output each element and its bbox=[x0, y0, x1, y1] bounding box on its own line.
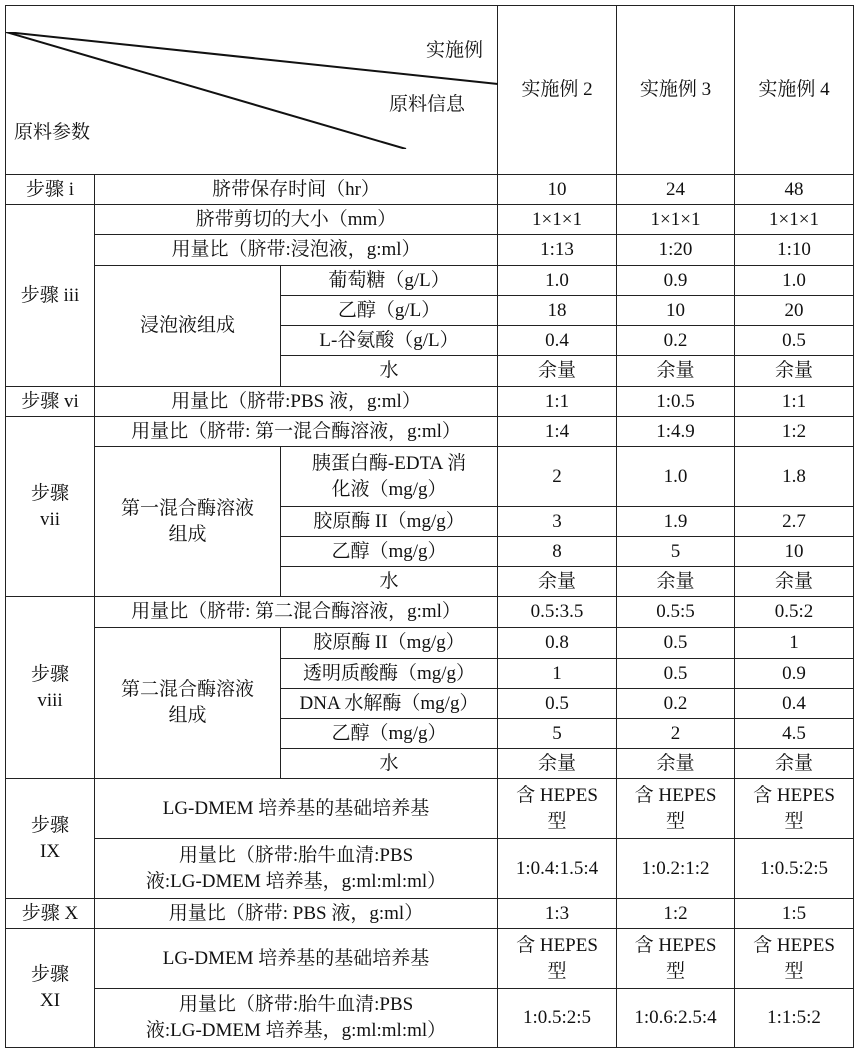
step-label: 步骤 IX bbox=[6, 779, 95, 899]
value-cell: 1:4 bbox=[498, 417, 617, 447]
value-cell: 1:1 bbox=[735, 387, 854, 417]
example-header: 实施例 3 bbox=[617, 6, 735, 175]
value-cell: 0.5 bbox=[735, 326, 854, 356]
param-label: 用量比（脐带:胎牛血清:PBS 液:LG-DMEM 培养基，g:ml:ml:ml） bbox=[95, 989, 498, 1048]
header-example-label: 实施例 bbox=[426, 38, 483, 64]
value-cell: 余量 bbox=[617, 567, 735, 597]
param-label: 用量比（脐带: 第二混合酶溶液，g:ml） bbox=[95, 597, 498, 628]
table-row bbox=[6, 175, 854, 205]
value-cell: 余量 bbox=[617, 749, 735, 779]
value-cell: 余量 bbox=[617, 356, 735, 387]
value-cell: 1:13 bbox=[498, 235, 617, 266]
table-row bbox=[6, 899, 854, 929]
value-cell: 24 bbox=[617, 175, 735, 205]
group-label: 浸泡液组成 bbox=[95, 266, 281, 387]
value-cell: 1:1:5:2 bbox=[735, 989, 854, 1048]
param-label: 乙醇（mg/g） bbox=[281, 719, 498, 749]
example-header: 实施例 2 bbox=[498, 6, 617, 175]
param-label: LG-DMEM 培养基的基础培养基 bbox=[95, 779, 498, 839]
value-cell: 1:5 bbox=[735, 899, 854, 929]
param-label: 用量比（脐带: PBS 液，g:ml） bbox=[95, 899, 498, 929]
table-row bbox=[6, 205, 854, 235]
value-cell: 1:20 bbox=[617, 235, 735, 266]
value-cell: 1×1×1 bbox=[735, 205, 854, 235]
param-label: 脐带剪切的大小（mm） bbox=[95, 205, 498, 235]
value-cell: 10 bbox=[735, 537, 854, 567]
step-label: 步骤 i bbox=[6, 175, 95, 205]
value-cell: 含 HEPES 型 bbox=[617, 929, 735, 989]
value-cell: 0.4 bbox=[735, 689, 854, 719]
value-cell: 0.2 bbox=[617, 326, 735, 356]
value-cell: 2 bbox=[617, 719, 735, 749]
value-cell: 5 bbox=[617, 537, 735, 567]
value-cell: 1.8 bbox=[735, 447, 854, 507]
param-label: 水 bbox=[281, 567, 498, 597]
step-label: 步骤 iii bbox=[6, 205, 95, 387]
value-cell: 0.5 bbox=[617, 628, 735, 659]
value-cell: 0.5 bbox=[617, 659, 735, 689]
param-label: 水 bbox=[281, 356, 498, 387]
value-cell: 余量 bbox=[498, 567, 617, 597]
group-label: 第二混合酶溶液 组成 bbox=[95, 628, 281, 779]
value-cell: 0.9 bbox=[735, 659, 854, 689]
value-cell: 2 bbox=[498, 447, 617, 507]
param-label: 用量比（脐带:PBS 液，g:ml） bbox=[95, 387, 498, 417]
table-row bbox=[6, 989, 854, 1048]
step-label: 步骤 X bbox=[6, 899, 95, 929]
param-label: 胶原酶 II（mg/g） bbox=[281, 628, 498, 659]
diagonal-header-cell bbox=[6, 6, 498, 175]
value-cell: 余量 bbox=[735, 567, 854, 597]
value-cell: 余量 bbox=[498, 749, 617, 779]
param-label: 葡萄糖（g/L） bbox=[281, 266, 498, 296]
header-material-param-label: 原料参数 bbox=[14, 120, 90, 146]
table-row bbox=[6, 417, 854, 447]
value-cell: 1.9 bbox=[617, 507, 735, 537]
value-cell: 0.5 bbox=[498, 689, 617, 719]
table-row bbox=[6, 387, 854, 417]
param-label: 用量比（脐带:胎牛血清:PBS 液:LG-DMEM 培养基，g:ml:ml:ml） bbox=[95, 839, 498, 899]
param-label: 胶原酶 II（mg/g） bbox=[281, 507, 498, 537]
value-cell: 1:0.6:2.5:4 bbox=[617, 989, 735, 1048]
step-label: 步骤 XI bbox=[6, 929, 95, 1048]
param-label: 胰蛋白酶-EDTA 消 化液（mg/g） bbox=[281, 447, 498, 507]
value-cell: 1:10 bbox=[735, 235, 854, 266]
table-row bbox=[6, 779, 854, 839]
value-cell: 4.5 bbox=[735, 719, 854, 749]
value-cell: 0.5:5 bbox=[617, 597, 735, 628]
value-cell: 含 HEPES 型 bbox=[735, 779, 854, 839]
table-row bbox=[6, 597, 854, 628]
value-cell: 1:4.9 bbox=[617, 417, 735, 447]
value-cell: 1 bbox=[498, 659, 617, 689]
table-row bbox=[6, 266, 854, 296]
value-cell: 余量 bbox=[498, 356, 617, 387]
value-cell: 18 bbox=[498, 296, 617, 326]
table-row bbox=[6, 235, 854, 266]
value-cell: 10 bbox=[498, 175, 617, 205]
value-cell: 1:0.4:1.5:4 bbox=[498, 839, 617, 899]
value-cell: 0.2 bbox=[617, 689, 735, 719]
value-cell: 含 HEPES 型 bbox=[498, 929, 617, 989]
table-row bbox=[6, 929, 854, 989]
table-row bbox=[6, 628, 854, 659]
step-label: 步骤 vii bbox=[6, 417, 95, 597]
value-cell: 含 HEPES 型 bbox=[735, 929, 854, 989]
value-cell: 2.7 bbox=[735, 507, 854, 537]
value-cell: 余量 bbox=[735, 356, 854, 387]
value-cell: 8 bbox=[498, 537, 617, 567]
table-row bbox=[6, 447, 854, 507]
value-cell: 1:3 bbox=[498, 899, 617, 929]
value-cell: 1×1×1 bbox=[498, 205, 617, 235]
value-cell: 1:0.5 bbox=[617, 387, 735, 417]
value-cell: 1:2 bbox=[735, 417, 854, 447]
value-cell: 48 bbox=[735, 175, 854, 205]
param-label: 乙醇（mg/g） bbox=[281, 537, 498, 567]
value-cell: 5 bbox=[498, 719, 617, 749]
value-cell: 1.0 bbox=[498, 266, 617, 296]
value-cell: 含 HEPES 型 bbox=[498, 779, 617, 839]
value-cell: 1:1 bbox=[498, 387, 617, 417]
value-cell: 1:2 bbox=[617, 899, 735, 929]
param-label: LG-DMEM 培养基的基础培养基 bbox=[95, 929, 498, 989]
param-label: 脐带保存时间（hr） bbox=[95, 175, 498, 205]
value-cell: 1×1×1 bbox=[617, 205, 735, 235]
param-label: 水 bbox=[281, 749, 498, 779]
value-cell: 1:0.5:2:5 bbox=[735, 839, 854, 899]
value-cell: 0.8 bbox=[498, 628, 617, 659]
param-label: 用量比（脐带:浸泡液，g:ml） bbox=[95, 235, 498, 266]
value-cell: 1.0 bbox=[735, 266, 854, 296]
value-cell: 1:0.2:1:2 bbox=[617, 839, 735, 899]
value-cell: 1 bbox=[735, 628, 854, 659]
header-material-info-label: 原料信息 bbox=[389, 92, 465, 118]
group-label: 第一混合酶溶液 组成 bbox=[95, 447, 281, 597]
value-cell: 10 bbox=[617, 296, 735, 326]
value-cell: 0.5:3.5 bbox=[498, 597, 617, 628]
value-cell: 0.5:2 bbox=[735, 597, 854, 628]
value-cell: 0.4 bbox=[498, 326, 617, 356]
value-cell: 余量 bbox=[735, 749, 854, 779]
param-label: DNA 水解酶（mg/g） bbox=[281, 689, 498, 719]
value-cell: 20 bbox=[735, 296, 854, 326]
param-label: 用量比（脐带: 第一混合酶溶液，g:ml） bbox=[95, 417, 498, 447]
table-row bbox=[6, 839, 854, 899]
value-cell: 1:0.5:2:5 bbox=[498, 989, 617, 1048]
value-cell: 含 HEPES 型 bbox=[617, 779, 735, 839]
param-label: 乙醇（g/L） bbox=[281, 296, 498, 326]
param-label: 透明质酸酶（mg/g） bbox=[281, 659, 498, 689]
value-cell: 0.9 bbox=[617, 266, 735, 296]
example-header: 实施例 4 bbox=[735, 6, 854, 175]
step-label: 步骤 vi bbox=[6, 387, 95, 417]
parameters-table bbox=[5, 5, 854, 1048]
step-label: 步骤 viii bbox=[6, 597, 95, 779]
header-row bbox=[6, 6, 854, 175]
value-cell: 3 bbox=[498, 507, 617, 537]
value-cell: 1.0 bbox=[617, 447, 735, 507]
param-label: L-谷氨酸（g/L） bbox=[281, 326, 498, 356]
